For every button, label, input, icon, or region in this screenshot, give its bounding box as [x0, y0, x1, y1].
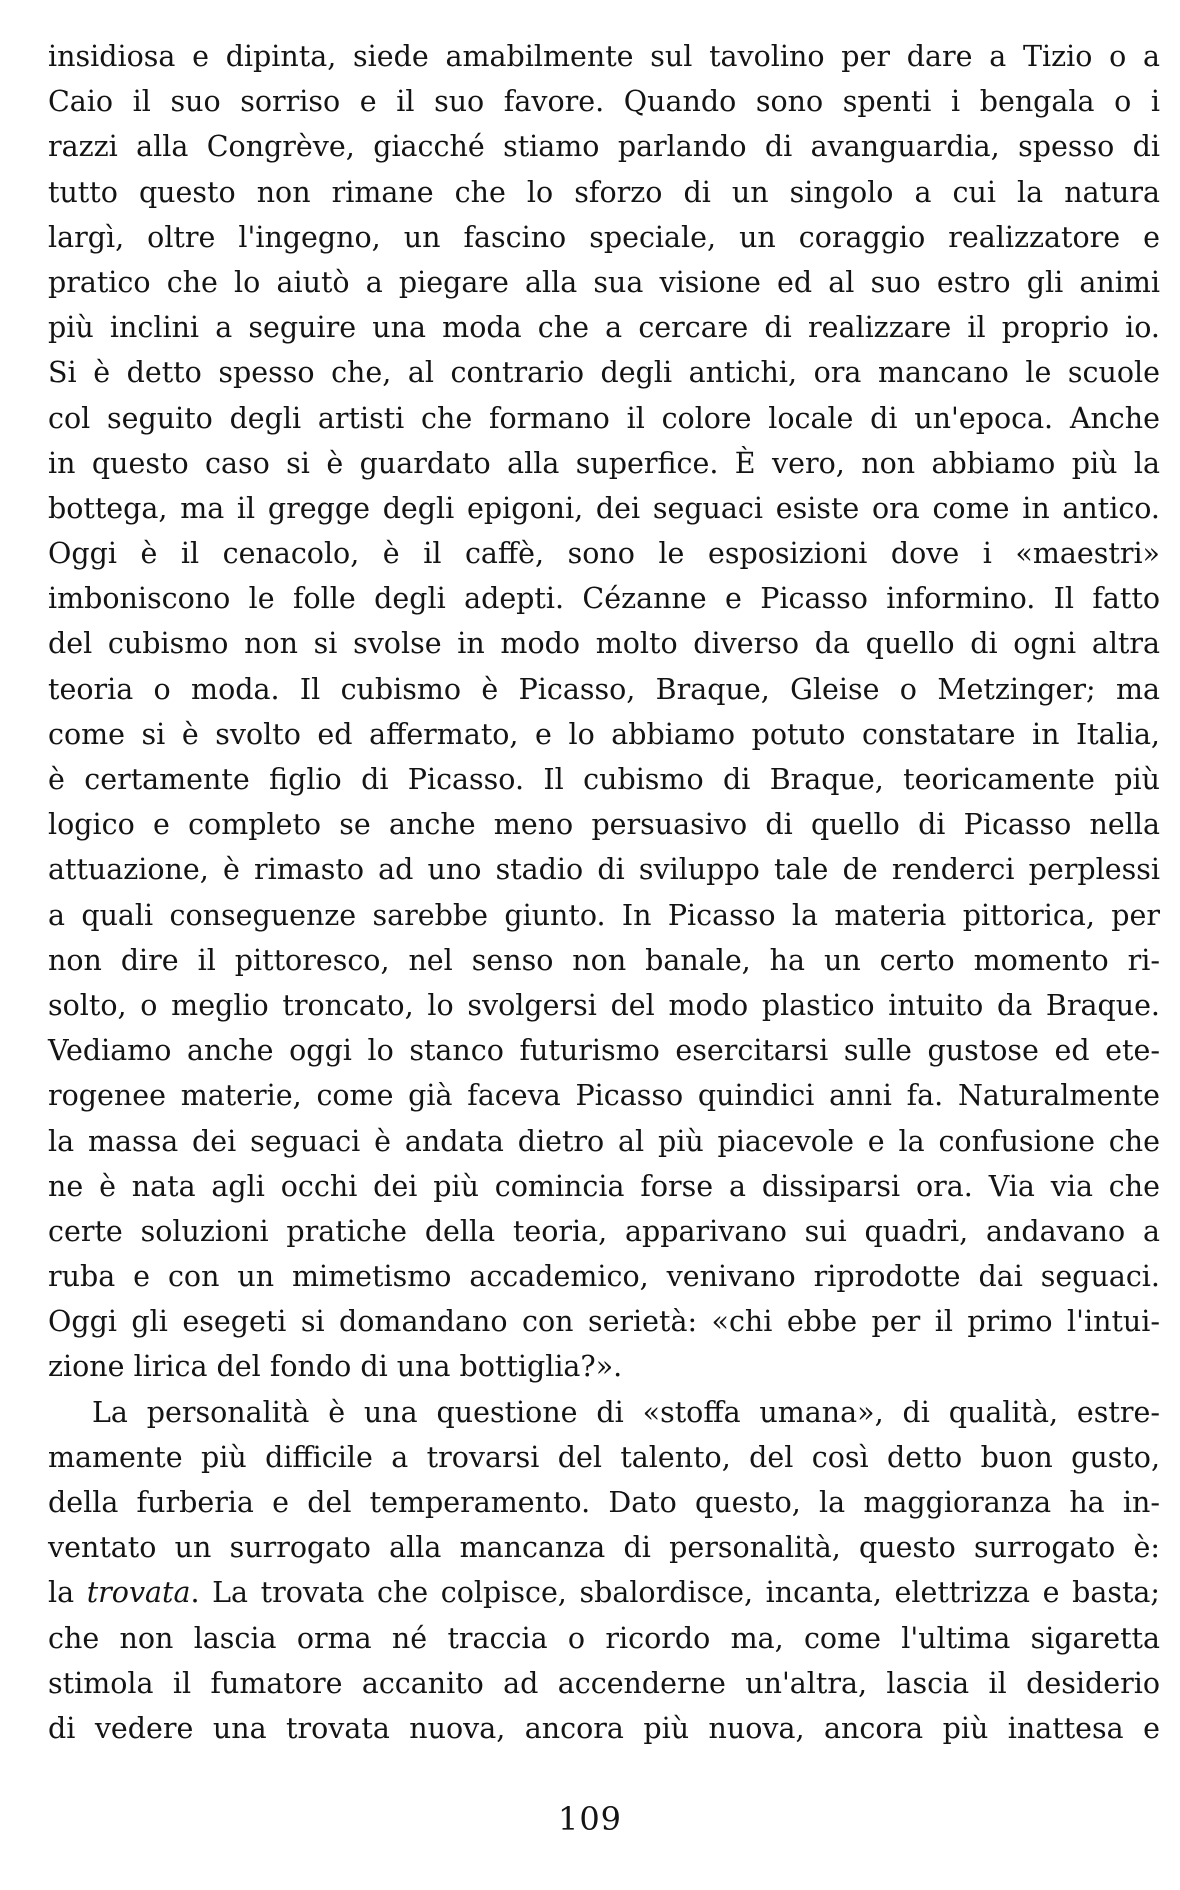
text-line: imboniscono le folle degli adepti. Cézanne e Picasso informino. Il fatto — [48, 582, 1160, 616]
text-line: di vedere una trovata nuova, ancora più nuova, ancora più inattesa e — [48, 1711, 1160, 1745]
text-line: zione lirica del fondo di una bottiglia?». — [48, 1350, 623, 1384]
italic-word: trovata — [86, 1576, 191, 1610]
page-number: 109 — [557, 1800, 623, 1838]
text-line: della furberia e del temperamento. Dato questo, la maggioranza ha in- — [48, 1486, 1160, 1519]
paragraph-1 — [48, 34, 1160, 1390]
line-start: la — [48, 1576, 87, 1610]
text-line: insidiosa e dipinta, siede amabilmente sul tavolino per dare a Tizio o a — [48, 40, 1160, 73]
text-line — [48, 1570, 1160, 1615]
text-line: certe soluzioni pratiche della teoria, apparivano sui quadri, andavano a — [48, 1214, 1160, 1248]
text-line: in questo caso si è guardato alla superfice. È vero, non abbiamo più la — [48, 446, 1160, 480]
text-line: razzi alla Congrève, giacché stiamo parlando di avanguardia, spesso di — [48, 130, 1160, 164]
text-line: Vediamo anche oggi lo stanco futurismo esercitarsi sulle gustose ed ete- — [48, 1034, 1160, 1068]
text-line: solto, o meglio troncato, lo svolgersi del modo plastico intuito da Braque. — [48, 988, 1160, 1022]
line-rest: . La trovata che colpisce, sbalordisce, incanta, elettrizza e basta; — [190, 1576, 1160, 1610]
text-line: pratico che lo aiutò a piegare alla sua visione ed al suo estro gli animi — [48, 265, 1160, 299]
body-text — [48, 34, 1160, 1751]
text-line: più inclini a seguire una moda che a cercare di realizzare il proprio io. — [48, 311, 1160, 345]
text-line: bottega, ma il gregge degli epigoni, dei seguaci esiste ora come in antico. — [48, 491, 1160, 525]
text-line: largì, oltre l'ingegno, un fascino speciale, un coraggio realizzatore e — [48, 220, 1160, 254]
text-line: Oggi gli esegeti si domandano con serietà: «chi ebbe per il primo l'intui- — [48, 1305, 1160, 1339]
text-line: logico e completo se anche meno persuasivo di quello di Picasso nella — [48, 808, 1160, 842]
text-line: col seguito degli artisti che formano il colore locale di un'epoca. Anche — [48, 401, 1160, 435]
text-line: mamente più difficile a trovarsi del talento, del così detto buon gusto, — [48, 1440, 1160, 1474]
text-line: non dire il pittoresco, nel senso non banale, ha un certo momento ri- — [48, 943, 1160, 977]
text-line: teoria o moda. Il cubismo è Picasso, Braque, Gleise o Metzinger; ma — [48, 672, 1160, 706]
text-line: ne è nata agli occhi dei più comincia forse a dissiparsi ora. Via via che — [48, 1169, 1160, 1203]
text-line: ruba e con un mimetismo accademico, venivano riprodotte dai seguaci. — [48, 1260, 1160, 1294]
text-line: stimola il fumatore accanito ad accenderne un'altra, lascia il desiderio — [48, 1666, 1160, 1700]
text-line: è certamente figlio di Picasso. Il cubismo di Braque, teoricamente più — [48, 763, 1160, 796]
text-line: tutto questo non rimane che lo sforzo di un singolo a cui la natura — [48, 175, 1160, 209]
text-line: La personalità è una questione di «stoffa umana», di qualità, estre- — [92, 1395, 1160, 1429]
text-line: del cubismo non si svolse in modo molto diverso da quello di ogni altra — [48, 627, 1160, 661]
text-line: Caio il suo sorriso e il suo favore. Quando sono spenti i bengala o i — [48, 85, 1160, 119]
text-line: come si è svolto ed affermato, e lo abbiamo potuto constatare in Italia, — [48, 717, 1160, 751]
text-line: che non lascia orma né traccia o ricordo ma, come l'ultima sigaretta — [48, 1621, 1160, 1655]
text-line: rogenee materie, come già faceva Picasso quindici anni fa. Naturalmente — [48, 1079, 1160, 1113]
text-line: ventato un surrogato alla mancanza di personalità, questo surrogato è: — [48, 1531, 1160, 1565]
text-line: a quali conseguenze sarebbe giunto. In Picasso la materia pittorica, per — [48, 898, 1160, 932]
paragraph-2 — [48, 1390, 1160, 1752]
text-line: Oggi è il cenacolo, è il caffè, sono le esposizioni dove i «maestri» — [48, 537, 1160, 571]
text-line: Si è detto spesso che, al contrario degli antichi, ora mancano le scuole — [48, 356, 1160, 390]
text-line: la massa dei seguaci è andata dietro al più piacevole e la confusione che — [48, 1124, 1160, 1158]
text-line: attuazione, è rimasto ad uno stadio di sviluppo tale de renderci perplessi — [48, 853, 1160, 887]
